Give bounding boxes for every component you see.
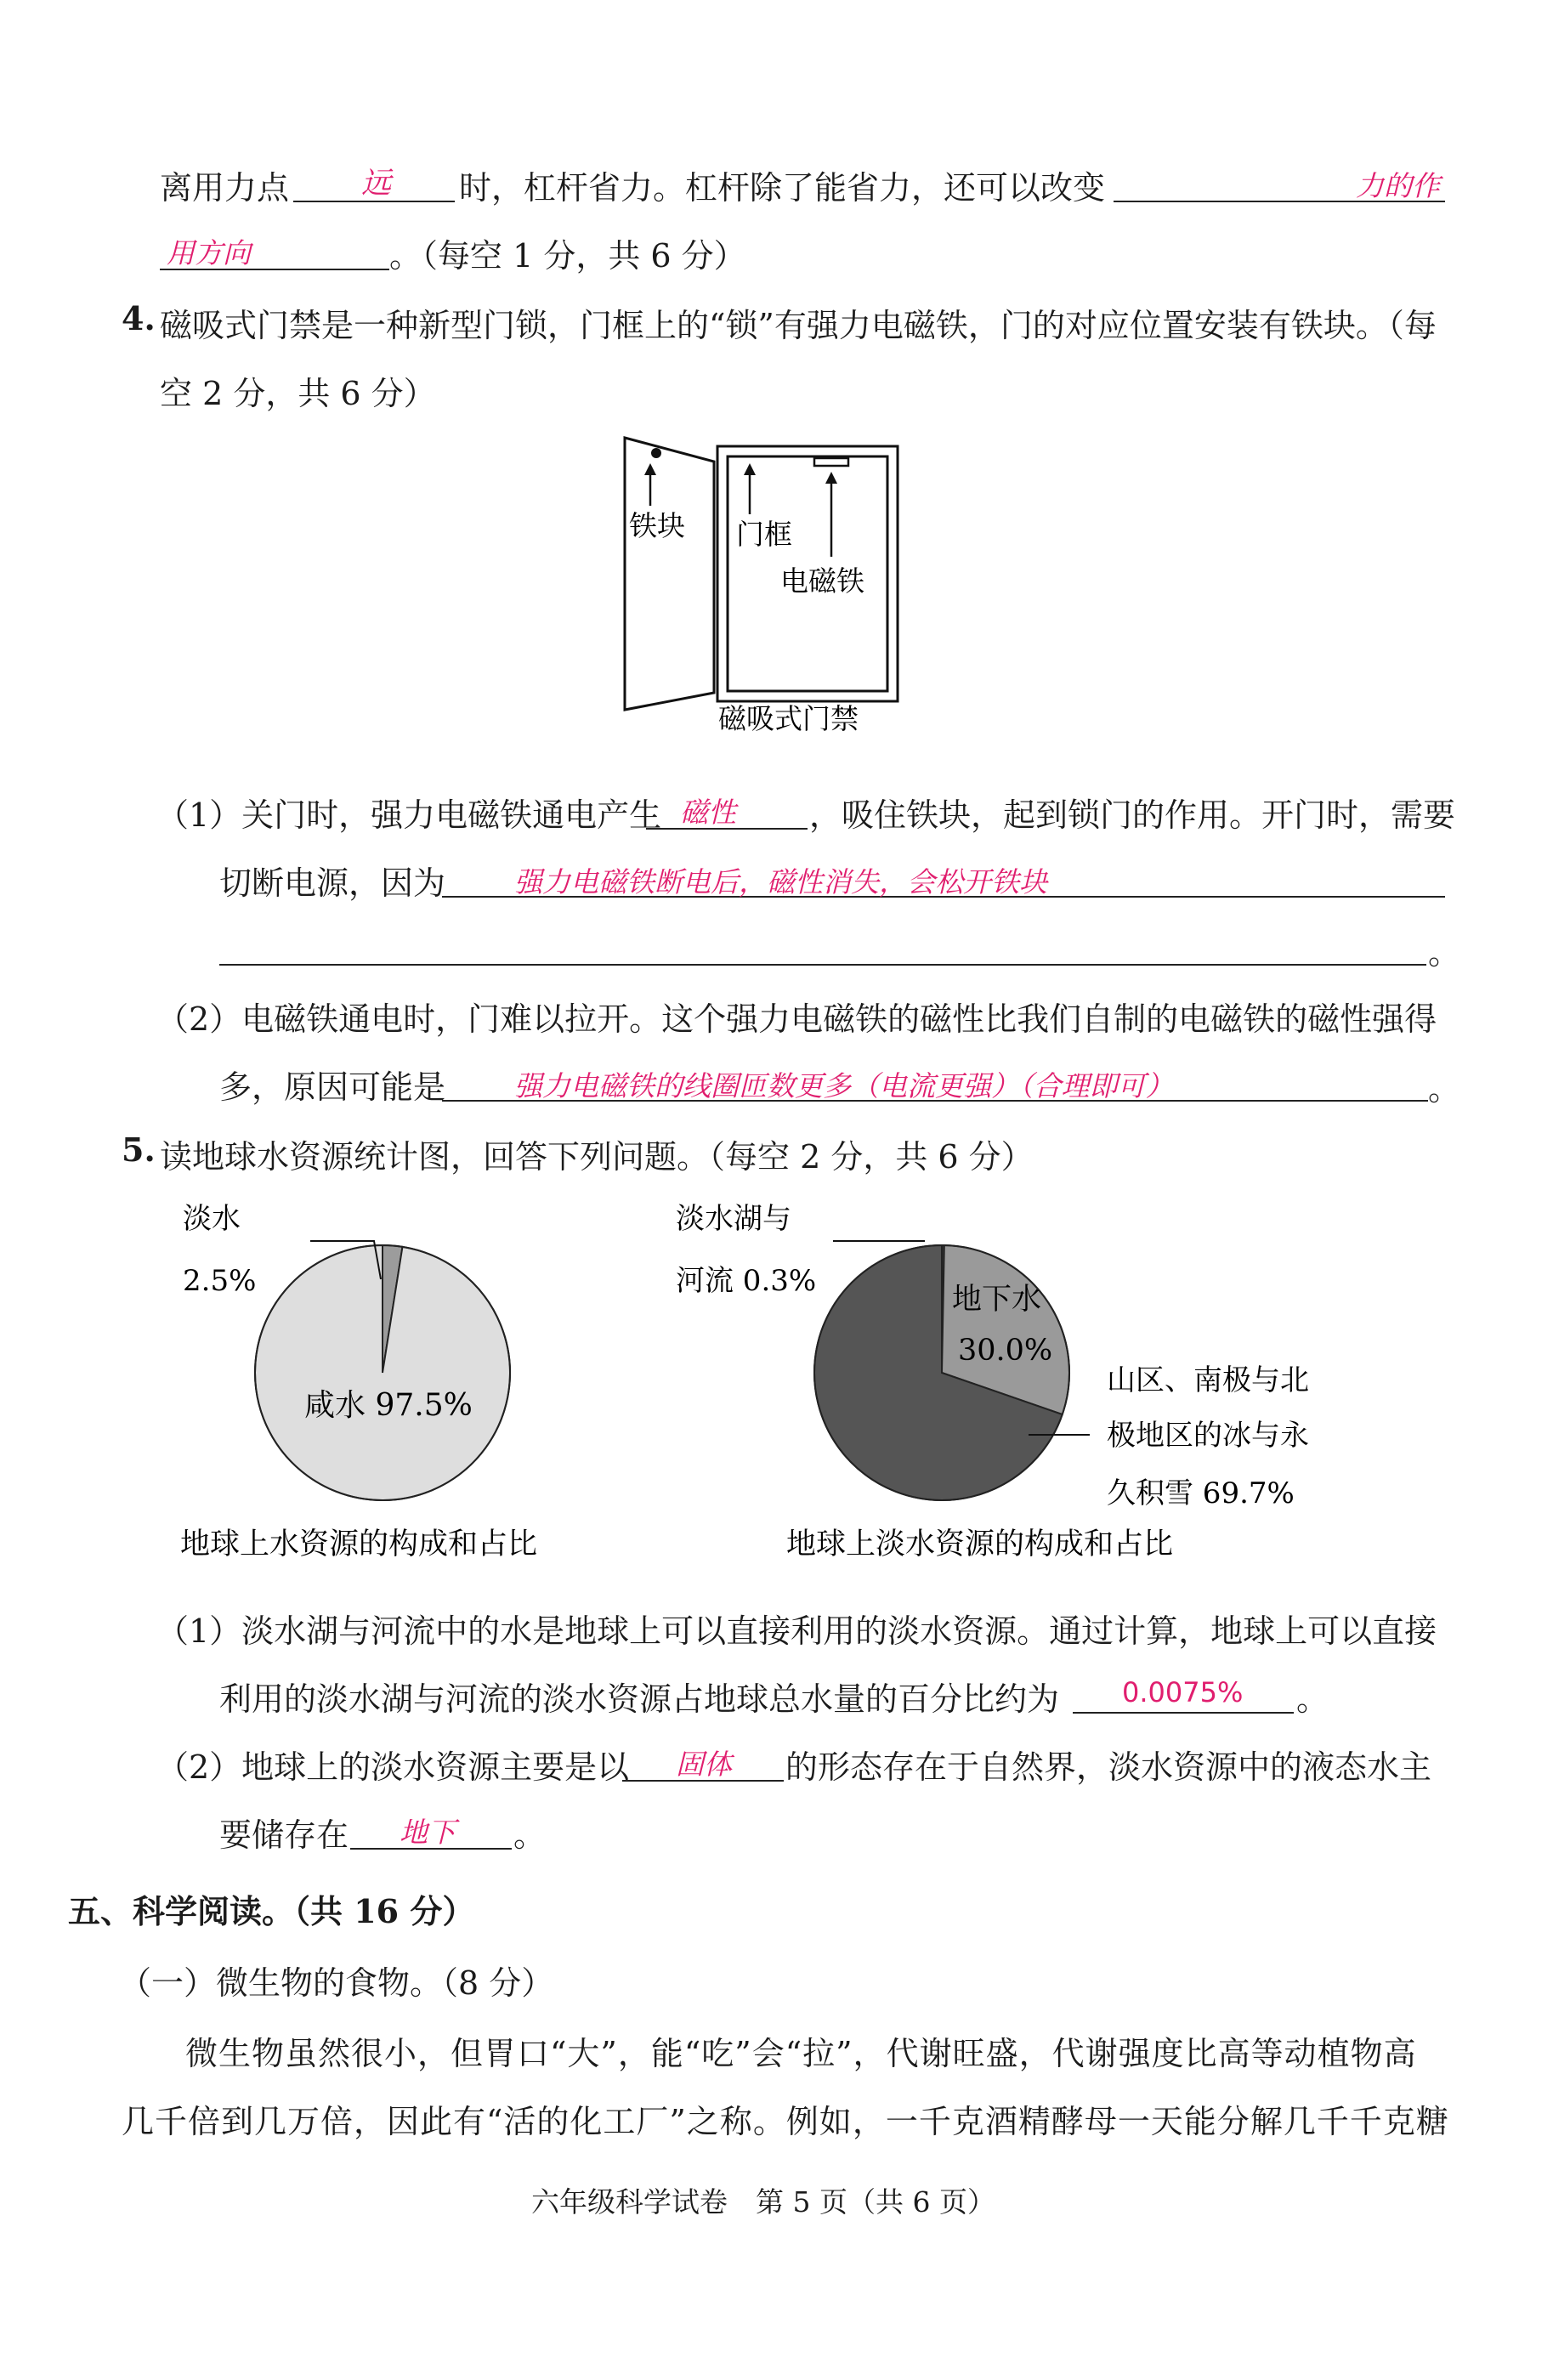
iron-block-dot	[651, 448, 661, 458]
pie2-label-ice-2: 极地区的冰与永	[1107, 1419, 1309, 1453]
q5-sub2-a: （2）地球上的淡水资源主要是以	[156, 1748, 630, 1786]
q5-number: 5.	[122, 1130, 156, 1169]
q5-sub2-b: 的形态存在于自然界，淡水资源中的液态水主	[785, 1748, 1432, 1786]
pie1-label-fresh-value: 2.5%	[183, 1264, 257, 1298]
pie2-label-ice-3: 久积雪 69.7%	[1107, 1476, 1295, 1510]
q4-sub1-b: ，吸住铁块，起到锁门的作用。开门时，需要	[809, 796, 1456, 834]
section5-para-line2: 几千倍到几万倍，因此有“活的化工厂”之称。例如，一千克酒精酵母一天能分解几千千克糖	[122, 2103, 1449, 2140]
pie2-label-lakes-1: 淡水湖与	[676, 1202, 791, 1236]
q5-sub2-answer1: 固体	[676, 1748, 732, 1781]
q5-sub1-a: （1）淡水湖与河流中的水是地球上可以直接利用的淡水资源。通过计算，地球上可以直接	[156, 1612, 1437, 1650]
electromagnet-bar	[814, 458, 848, 466]
pie2-label-ground-value: 30.0%	[958, 1334, 1053, 1368]
q4-stem-2: 空 2 分，共 6 分）	[160, 375, 436, 412]
pie2-caption: 地球上淡水资源的构成和占比	[786, 1527, 1174, 1561]
q5-stem: 读地球水资源统计图，回答下列问题。（每空 2 分，共 6 分）	[160, 1138, 1034, 1176]
q4-number: 4.	[122, 299, 156, 337]
q5-sub1-end: 。	[1296, 1680, 1329, 1718]
pie1-caption: 地球上水资源的构成和占比	[180, 1527, 538, 1561]
q3-text-1b: 时，杠杆省力。杠杆除了能省力，还可以改变	[459, 169, 1106, 207]
pie1-label-fresh: 淡水	[183, 1202, 241, 1236]
q4-sub2-a: （2）电磁铁通电时，门难以拉开。这个强力电磁铁的磁性比我们自制的电磁铁的磁性强得	[156, 1000, 1437, 1038]
pie2-label-ice-1: 山区、南极与北	[1107, 1363, 1309, 1397]
q4-sub1-blank2-cont	[219, 964, 1426, 966]
page-footer: 六年级科学试卷 第 5 页（共 6 页）	[531, 2185, 995, 2218]
q4-sub1-c: 切断电源，因为	[219, 864, 446, 902]
q5-sub2-c: 要储存在	[219, 1816, 349, 1854]
q4-stem-1: 磁吸式门禁是一种新型门锁，门框上的“锁”有强力电磁铁，门的对应位置安装有铁块。（每	[160, 307, 1437, 344]
q4-sub1-answer2: 强力电磁铁断电后，磁性消失，会松开铁块	[514, 865, 1047, 898]
q5-sub2-answer2: 地下	[400, 1816, 456, 1849]
label-door-frame: 门框	[736, 518, 792, 551]
door-lock-diagram	[612, 429, 918, 744]
q3-answer-2a: 力的作	[1356, 169, 1440, 202]
q4-sub2-answer: 强力电磁铁的线圈匝数更多（电流更强）（合理即可）	[514, 1069, 1174, 1102]
pie1-label-salt: 咸水 97.5%	[304, 1388, 473, 1423]
water-charts	[162, 1190, 1403, 1572]
pie2-label-lakes-2: 河流 0.3%	[676, 1264, 817, 1298]
q5-sub2-end: 。	[513, 1816, 547, 1854]
q4-sub1-end: 。	[1428, 934, 1461, 972]
label-iron-block: 铁块	[629, 509, 685, 542]
door-panel	[625, 438, 714, 710]
q4-sub1-answer1: 磁性	[680, 796, 736, 829]
label-electromagnet: 电磁铁	[780, 564, 864, 598]
q5-sub1-b: 利用的淡水湖与河流的淡水资源占地球总水量的百分比约为	[219, 1680, 1060, 1718]
q4-sub1-a: （1）关门时，强力电磁铁通电产生	[156, 796, 662, 834]
q5-sub1-blank	[1073, 1712, 1294, 1714]
pie1-slice-salt-water	[255, 1245, 510, 1500]
section5-title: 五、科学阅读。（共 16 分）	[68, 1892, 475, 1930]
pie-chart-earth-water	[255, 1245, 510, 1500]
q3-text-1a: 离用力点	[160, 169, 290, 207]
q4-sub2-end: 。	[1428, 1070, 1461, 1108]
q3-answer-1: 远	[361, 167, 392, 201]
q3-answer-2b: 用方向	[167, 236, 251, 269]
q5-sub1-answer: 0.0075%	[1122, 1676, 1244, 1708]
diagram-caption: 磁吸式门禁	[718, 702, 859, 735]
q4-sub2-b: 多，原因可能是	[219, 1068, 446, 1106]
q3-text-2b: 。（每空 1 分，共 6 分）	[389, 237, 746, 275]
section5-part1-title: （一）微生物的食物。（8 分）	[119, 1964, 554, 2002]
pie2-label-ground: 地下水	[952, 1283, 1042, 1317]
section5-para-line1: 微生物虽然很小，但胃口“大”，能“吃”会“拉”，代谢旺盛，代谢强度比高等动植物高	[185, 2035, 1417, 2072]
